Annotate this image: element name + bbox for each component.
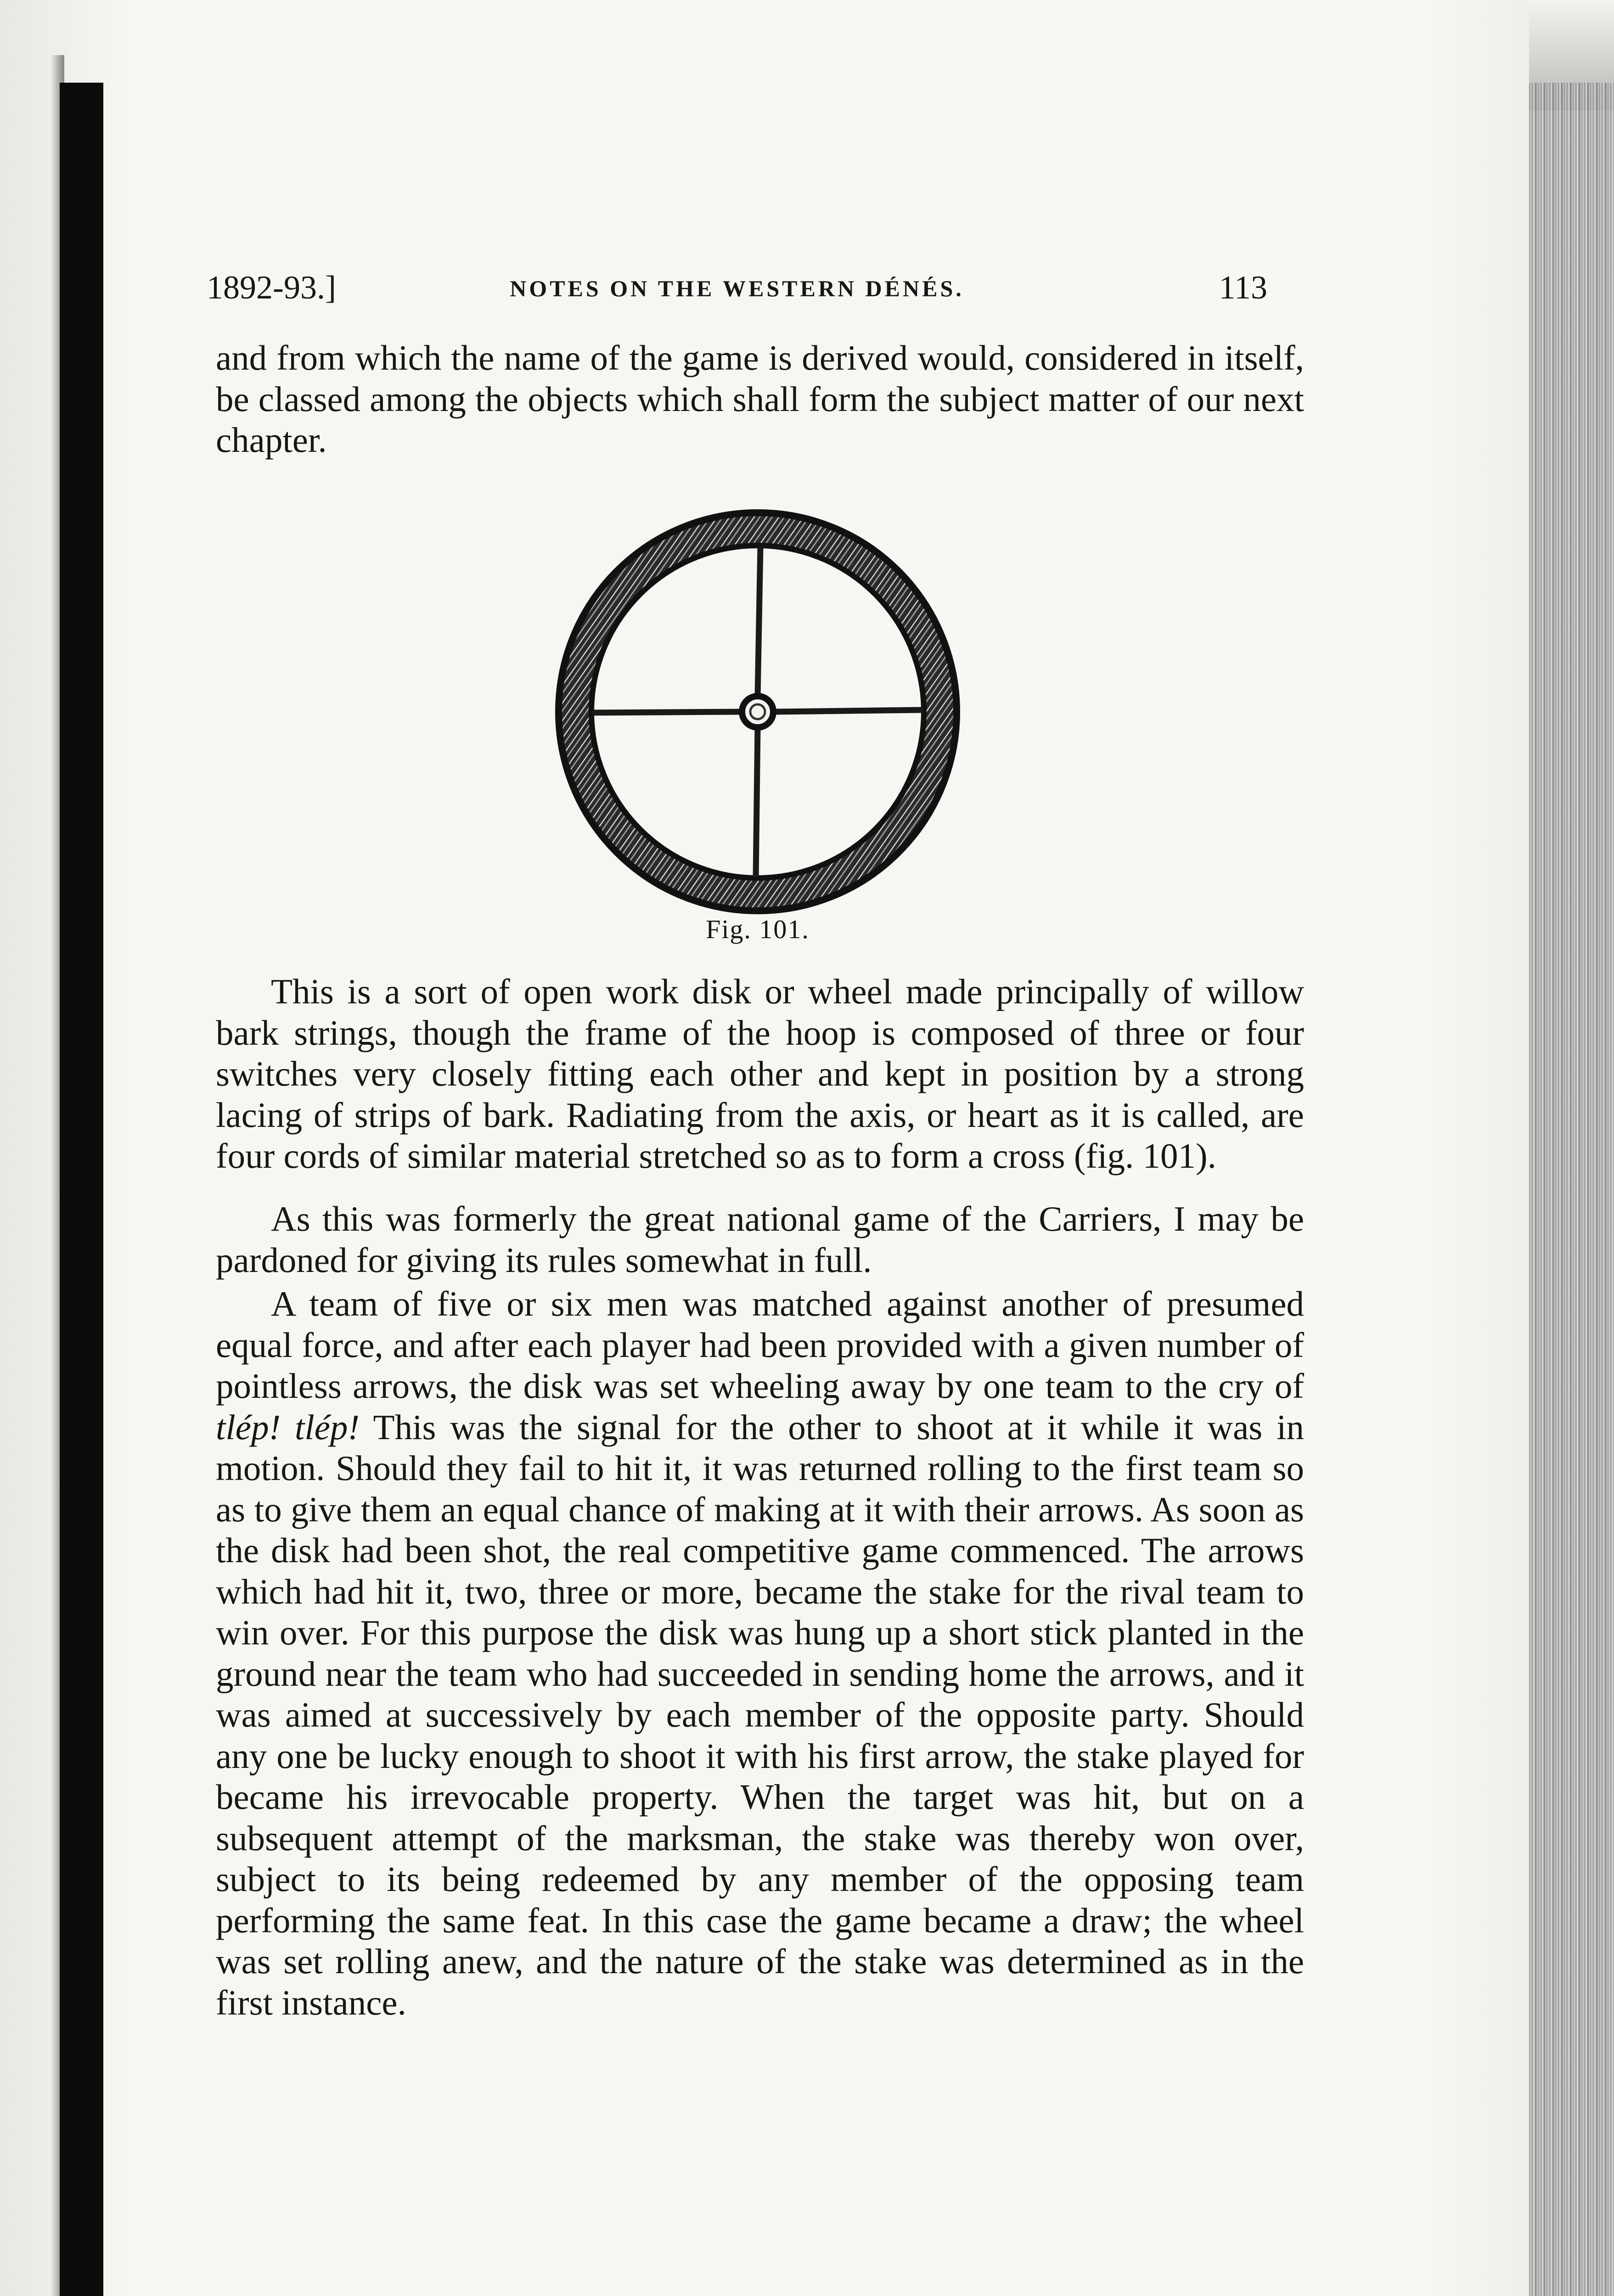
binding-edge [60,83,103,2296]
running-head [207,269,1267,319]
figure-101-wheel [537,491,978,932]
paragraph-2: This is a sort of open work disk or wheel made principally of willow bark strings, though the frame of the hoop is composed of three or four switches very closely fitting each other and kept in position by a strong lacing of strips of bark. Radiating from the axis, or heart as it is called, are four cords of similar material stretched so as to form a cross (fig. 101). [216,972,1304,1176]
paragraph-4 [216,1283,1304,2023]
wheel-illustration [537,491,978,932]
paragraph-4-text-a: A team of five or six men was matched against another of presumed equal force, and after each player had been provided with a given number of pointless arrows, the disk was set wheeling away by one team to the cry of [216,1284,1304,1406]
paragraph-3: As this was formerly the great national game of the Carriers, I may be pardoned for giving its rules somewhat in full. [216,1199,1304,1280]
paragraph-4-text-b: This was the signal for the other to shoot at it while it was in motion. Should they fail to hit it, it was returned rolling to the first team so as to give them an equal chance of making at it with their arrows. As soon as the disk had been shot, the real competitive game commenced. The arrows which had hit it, two, three or more, became the stake for the rival team to win over. For this purpose the disk was hung up a short stick planted in the ground near the team who had succeeded in sending home the arrows, and it was aimed at successively by each member of the opposite party. Should any one be lucky enough to shoot it with his first arrow, the stake played for became his irrevocable property. When the target was hit, but on a subsequent attempt of the marksman, the stake was thereby won over, subject to its being redeemed by any member of the opposing team performing the same feat. In this case the game became a draw; the wheel was set rolling anew, and the nature of the stake was determined as in the first instance. [216,1407,1304,2022]
cord-top [758,546,760,696]
cord-bottom [756,728,758,877]
running-head-title: NOTES ON THE WESTERN DÉNÉS. [510,276,964,301]
page-number: 113 [1219,269,1267,306]
wheel-heart [742,696,773,727]
paragraph-1: and from which the name of the game is derived would, considered in itself, be classed among the objects which shall form the subject matter of our next chapter. [216,338,1304,460]
cord-right [774,710,923,712]
figure-caption: Fig. 101. [706,914,810,944]
cry-tlep: tlép! tlép! [216,1407,360,1447]
page-stack-edge [1529,83,1614,2296]
cord-left [592,712,742,713]
running-head-year: 1892-93.] [207,269,336,306]
